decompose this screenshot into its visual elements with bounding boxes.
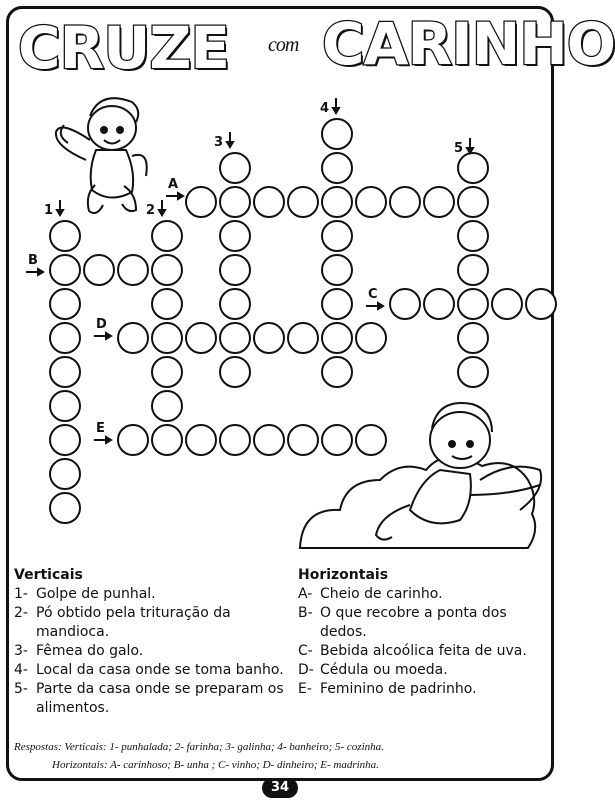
clue-number: B- <box>298 605 313 621</box>
crossword-cell[interactable] <box>152 255 182 285</box>
clue-text: Pó obtido pela trituração da mandioca. <box>36 605 231 640</box>
horizontais-list <box>298 585 553 699</box>
vertical-label-3: 3 <box>214 135 224 150</box>
crossword-cell[interactable] <box>152 357 182 387</box>
crossword-cell[interactable] <box>50 289 80 319</box>
crossword-cell[interactable] <box>322 153 352 183</box>
verticais-list <box>14 585 284 718</box>
title-word-cruze: CRUZE <box>18 14 229 82</box>
crossword-cell[interactable] <box>322 255 352 285</box>
clue-number: 5- <box>14 681 28 697</box>
down-arrow-icon <box>467 138 473 153</box>
clue-text: Fêmea do galo. <box>36 643 144 659</box>
horizontais-clues <box>298 567 553 699</box>
horizontal-label-C: C <box>368 287 378 302</box>
crossword-cell[interactable] <box>152 323 182 353</box>
crossword-cell[interactable] <box>390 289 420 319</box>
clue-number: 4- <box>14 662 28 678</box>
right-arrow-icon <box>94 333 111 339</box>
right-arrow-icon <box>94 437 111 443</box>
crossword-cell[interactable] <box>152 425 182 455</box>
crossword-cell[interactable] <box>50 391 80 421</box>
page-number: 34 <box>262 778 298 798</box>
crossword-cell[interactable] <box>220 425 250 455</box>
crossword-cell[interactable] <box>50 255 80 285</box>
down-arrow-icon <box>333 98 339 113</box>
down-arrow-icon <box>57 200 63 215</box>
horizontal-label-E: E <box>96 421 105 436</box>
horizontal-clue-2 <box>298 604 553 642</box>
verticais-clues <box>14 567 284 718</box>
crossword-cell[interactable] <box>322 221 352 251</box>
crossword-cell[interactable] <box>288 187 318 217</box>
crossword-cell[interactable] <box>220 255 250 285</box>
vertical-clue-3 <box>14 642 284 661</box>
crossword-cell[interactable] <box>356 425 386 455</box>
vertical-label-1: 1 <box>44 203 54 218</box>
right-arrow-icon <box>166 193 183 199</box>
crossword-cell[interactable] <box>322 119 352 149</box>
horizontal-label-D: D <box>96 317 107 332</box>
crossword-cell[interactable] <box>186 323 216 353</box>
crossword-cell[interactable] <box>322 323 352 353</box>
vertical-clue-4 <box>14 661 284 680</box>
horizontal-clue-1 <box>298 585 553 604</box>
clue-number: E- <box>298 681 312 697</box>
crossword-cell[interactable] <box>458 221 488 251</box>
crossword-cell[interactable] <box>152 391 182 421</box>
horizontal-label-B: B <box>28 253 38 268</box>
crossword-cell[interactable] <box>254 425 284 455</box>
horizontal-clue-3 <box>298 642 553 661</box>
crossword-cell[interactable] <box>288 425 318 455</box>
horizontais-heading: Horizontais <box>298 567 389 583</box>
horizontal-clue-4 <box>298 661 553 680</box>
crossword-cell[interactable] <box>220 289 250 319</box>
crossword-cell[interactable] <box>186 425 216 455</box>
vertical-label-4: 4 <box>320 101 330 116</box>
clue-text: Cheio de carinho. <box>320 586 443 602</box>
clue-number: 1- <box>14 586 28 602</box>
crossword-cell[interactable] <box>322 425 352 455</box>
verticais-heading: Verticais <box>14 567 83 583</box>
clue-text: Parte da casa onde se preparam os alimentos. <box>36 681 284 716</box>
crossword-cell[interactable] <box>254 323 284 353</box>
clue-text: Bebida alcoólica feita de uva. <box>320 643 527 659</box>
right-arrow-icon <box>26 269 43 275</box>
clue-number: 2- <box>14 605 28 621</box>
crossword-cell[interactable] <box>322 357 352 387</box>
clue-number: A- <box>298 586 313 602</box>
crossword-cell[interactable] <box>152 289 182 319</box>
horizontal-clue-5 <box>298 680 553 699</box>
answers-verticais: Respostas: Verticais: 1- punhalada; 2- farinha; 3- galinha; 4- banheiro; 5- cozinha. <box>14 741 384 753</box>
crossword-cell[interactable] <box>186 187 216 217</box>
crossword-cell[interactable] <box>220 153 250 183</box>
clue-number: 3- <box>14 643 28 659</box>
crossword-cell[interactable] <box>526 289 556 319</box>
crossword-cell[interactable] <box>50 493 80 523</box>
crossword-cell[interactable] <box>118 425 148 455</box>
crossword-cell[interactable] <box>322 289 352 319</box>
crossword-cell[interactable] <box>458 289 488 319</box>
crossword-cell[interactable] <box>458 323 488 353</box>
horizontal-label-A: A <box>168 177 179 192</box>
title-word-carinho: CARINHO <box>322 10 615 78</box>
clue-text: Cédula ou moeda. <box>320 662 448 678</box>
clue-text: Golpe de punhal. <box>36 586 156 602</box>
crossword-cell[interactable] <box>84 255 114 285</box>
clue-text: Local da casa onde se toma banho. <box>36 662 284 678</box>
clue-number: C- <box>298 643 313 659</box>
crossword-cell[interactable] <box>322 187 352 217</box>
crossword-cell[interactable] <box>50 221 80 251</box>
crossword-cell[interactable] <box>118 323 148 353</box>
crossword-cell[interactable] <box>152 221 182 251</box>
answers-horizontais: Horizontais: A- carinhoso; B- unha ; C- vinho; D- dinheiro; E- madrinha. <box>52 759 379 771</box>
vertical-clue-1 <box>14 585 284 604</box>
title-word-com: com <box>268 34 299 56</box>
vertical-label-5: 5 <box>454 141 464 156</box>
crossword-cell[interactable] <box>50 459 80 489</box>
crossword-cell[interactable] <box>50 323 80 353</box>
crossword-cell[interactable] <box>356 187 386 217</box>
clue-number: D- <box>298 662 314 678</box>
vertical-clue-2 <box>14 604 284 642</box>
crossword-cell[interactable] <box>220 357 250 387</box>
crossword-cell[interactable] <box>254 187 284 217</box>
crossword-cell[interactable] <box>356 323 386 353</box>
crossword-cell[interactable] <box>492 289 522 319</box>
vertical-label-2: 2 <box>146 203 156 218</box>
crossword-cell[interactable] <box>458 153 488 183</box>
vertical-clue-5 <box>14 680 284 718</box>
down-arrow-icon <box>227 132 233 147</box>
crossword-cell[interactable] <box>424 187 454 217</box>
right-arrow-icon <box>366 303 383 309</box>
crossword-cell[interactable] <box>458 255 488 285</box>
crossword-cell[interactable] <box>424 289 454 319</box>
clue-text: O que recobre a ponta dos dedos. <box>320 605 507 640</box>
crossword-cell[interactable] <box>118 255 148 285</box>
crossword-cell[interactable] <box>50 357 80 387</box>
crossword-cell[interactable] <box>220 323 250 353</box>
clue-text: Feminino de padrinho. <box>320 681 477 697</box>
crossword-cell[interactable] <box>288 323 318 353</box>
crossword-cell[interactable] <box>390 187 420 217</box>
crossword-cell[interactable] <box>458 187 488 217</box>
crossword-cell[interactable] <box>220 187 250 217</box>
down-arrow-icon <box>159 200 165 215</box>
crossword-cell[interactable] <box>220 221 250 251</box>
crossword-cell[interactable] <box>458 357 488 387</box>
crossword-cell[interactable] <box>50 425 80 455</box>
cupid-illustration-top <box>56 98 147 213</box>
